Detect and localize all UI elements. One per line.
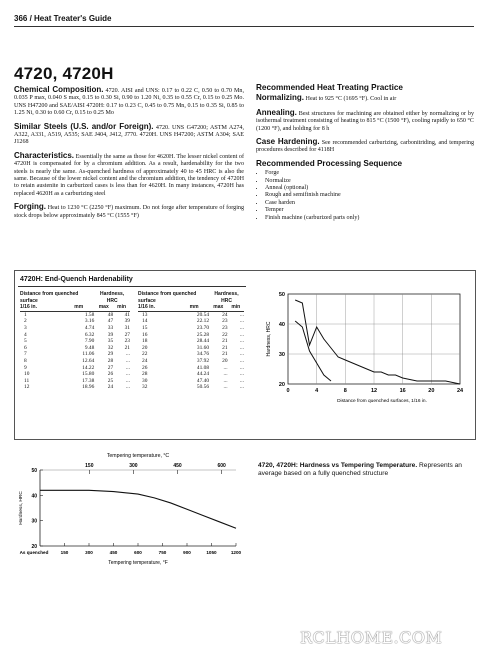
end-quench-chart — [258, 284, 472, 416]
table-cell: 26 — [142, 364, 148, 371]
table-cell: 21 — [222, 344, 228, 351]
hardenability-title: 4720H: End-Quench Hardenability — [20, 276, 133, 283]
table-cell: 21 — [222, 338, 228, 345]
char-heading: Characteristics. — [14, 150, 75, 160]
caption-text: Represents an average based on a fully quenched structure — [258, 462, 462, 478]
sequence-item: • Temper — [265, 207, 474, 214]
x-tick-label: 24 — [456, 388, 464, 394]
table-cell: ... — [239, 364, 244, 371]
heat-treating-title: Recommended Heat Treating Practice — [256, 83, 403, 92]
forging-text: Heat to 1230 °C (2250 °F) maximum. Do not forge after temperature of forging stock drops below approximately 845 °C (1555 °F) — [14, 205, 244, 219]
table-cell: 25.28 — [196, 331, 210, 338]
table-row — [20, 365, 130, 372]
table-cell: 20 — [142, 344, 148, 351]
top-tick-label: 150 — [85, 463, 94, 469]
table-row — [20, 332, 130, 339]
table-cell: 29 — [107, 351, 114, 358]
table-cell: 24 — [222, 311, 228, 318]
table-cell: 34.76 — [196, 351, 210, 358]
series-line-1 — [295, 321, 331, 381]
table-cell: 20.54 — [196, 311, 210, 318]
table-cell: 50.56 — [196, 384, 210, 391]
table-cell: ... — [239, 371, 244, 378]
table-cell: ... — [125, 371, 130, 378]
table-cell: 48 — [107, 311, 114, 318]
x-axis-label: Distance from quenched surfaces, 1/16 in. — [337, 399, 427, 404]
top-axis-title: Tempering temperature, °C — [106, 453, 170, 459]
table-cell: 27 — [107, 364, 114, 371]
col-max: max — [98, 304, 109, 311]
table-cell: 18 — [142, 338, 148, 345]
table-cell: 28 — [107, 357, 114, 364]
col-sixteenth: 1/16 in. — [20, 304, 37, 311]
table-cell: ... — [239, 377, 244, 384]
col-mm: mm — [189, 304, 199, 311]
x-tick-label: 0 — [286, 388, 290, 394]
table-cell: 9 — [24, 364, 27, 371]
table-row — [138, 384, 244, 391]
table-cell: 39 — [107, 331, 114, 338]
caption-bold: 4720, 4720H: Hardness vs Tempering Temperature. — [258, 462, 418, 469]
table-cell: 47.40 — [196, 377, 210, 384]
table-row — [20, 325, 130, 332]
table-cell: 15 — [142, 324, 148, 331]
y-tick-label: 50 — [31, 468, 37, 474]
table-cell: ... — [239, 357, 244, 364]
table-row — [138, 378, 244, 385]
x-tick-label: 750 — [158, 550, 167, 555]
forging — [14, 203, 244, 220]
table-cell: ... — [239, 324, 244, 331]
table-cell: 27 — [124, 331, 130, 338]
y-tick-label: 30 — [31, 518, 37, 525]
table-cell: ... — [125, 351, 130, 358]
table-cell: 5 — [24, 338, 27, 345]
table-cell: 23 — [222, 318, 228, 325]
table-row — [20, 345, 130, 352]
y-tick-label: 40 — [31, 493, 37, 500]
table-cell: 41 — [124, 311, 130, 318]
table-cell: 9.48 — [84, 344, 95, 351]
processing-sequence-list — [256, 170, 474, 222]
table-row — [138, 325, 244, 332]
table-cell: ... — [125, 377, 130, 384]
x-tick-label: 150 — [60, 550, 69, 555]
table-cell: 8 — [24, 357, 27, 364]
table-cell: 21 — [124, 344, 130, 351]
case-text: See recommended carburizing, carbonitriding, and tempering procedures described for 4118H — [256, 140, 474, 154]
table-cell: 44.24 — [196, 371, 210, 378]
normalizing — [256, 94, 474, 103]
table-cell: 16 — [142, 331, 148, 338]
table-cell: 22.12 — [196, 318, 210, 325]
y-axis-label: Hardness, HRC — [266, 321, 272, 357]
table-cell: 1.58 — [84, 311, 95, 318]
table-cell: 12.64 — [82, 357, 95, 364]
x-tick-label: 16 — [399, 388, 406, 394]
page-title: 4720, 4720H — [14, 64, 114, 83]
chemical-composition — [14, 86, 244, 118]
table-cell: 4.74 — [84, 324, 95, 331]
top-tick-label: 300 — [129, 463, 138, 469]
table-cell: 4 — [24, 331, 27, 338]
x-axis-label: Tempering temperature, °F — [108, 560, 168, 566]
table-cell: 11 — [24, 377, 30, 384]
hardenability-table-right — [138, 291, 244, 391]
table-cell: 33 — [107, 324, 114, 331]
sequence-item: • Rough and semifinish machine — [265, 192, 474, 199]
col-min: min — [117, 304, 127, 311]
header-rule — [14, 26, 474, 27]
table-cell: 3.16 — [84, 318, 95, 325]
norm-text: Heat to 925 °C (1695 °F). Cool in air — [305, 96, 397, 103]
left-column — [14, 86, 244, 225]
x-tick-label: 8 — [343, 388, 347, 394]
table-cell: 6 — [24, 344, 27, 351]
col-max: max — [213, 304, 224, 311]
tempering-caption — [258, 462, 474, 478]
y-tick-label: 40 — [278, 322, 285, 328]
table-cell: ... — [223, 364, 228, 371]
table-cell: 1 — [24, 311, 27, 318]
table-row — [138, 318, 244, 325]
table-cell: 23 — [222, 324, 228, 331]
table-cell: 32 — [107, 344, 114, 351]
table-cell: 23.70 — [196, 324, 210, 331]
table-cell: 37.92 — [196, 357, 210, 364]
col-distance: Distance from quenched surface — [138, 291, 197, 304]
top-tick-label: 450 — [173, 463, 182, 469]
y-axis-label: Hardness, HRC — [19, 491, 24, 525]
table-cell: 24 — [107, 384, 114, 391]
table-cell: 20 — [222, 357, 228, 364]
table-cell: 7 — [24, 351, 27, 358]
chem-heading: Chemical Composition. — [14, 85, 104, 94]
table-cell: ... — [239, 384, 244, 391]
table-row — [138, 338, 244, 345]
top-tick-label: 600 — [217, 463, 226, 469]
table-cell: 25 — [107, 377, 114, 384]
table-row — [138, 332, 244, 339]
table-cell: ... — [239, 338, 244, 345]
table-cell: ... — [125, 364, 130, 371]
similar-heading: Similar Steels (U.S. and/or Foreign). — [14, 121, 154, 131]
table-cell: 2 — [24, 318, 27, 325]
table-cell: ... — [223, 377, 228, 384]
watermark-text: RCLHOME.COM — [300, 628, 443, 647]
table-row — [20, 378, 130, 385]
chem-text: 4720. AISI and UNS: 0.17 to 0.22 C, 0.50 to 0.70 Mn, 0.035 P max, 0.040 S max, 0.15 to 0.30 Si, 0.90 to 1.20 Ni, 0.35 to 0.55 Cr, 0.15 to 0.25 Mo. UNS H47200 and SAE/AISI 4720H: 0.17 to 0.23 C, 0.45 to 0.75 Mn, 0.15 to 0.35 Si, 0.85 to 1.25 Ni, 0.30 to 0.60 Cr, 0.15 to 0.25 Mo — [14, 88, 244, 117]
table-cell: 22 — [142, 351, 148, 358]
x-tick-label: 900 — [183, 550, 191, 555]
table-cell: 10 — [24, 371, 30, 378]
x-tick-label: 20 — [428, 388, 435, 394]
char-text: Essentially the same as those for 4620H. The lesser nickel content of 4720H is compensated for by a chromium addition. As a result, hardenability for the two steels is nearly the same. As-quenched hardness of approximately 40 to 45 HRC is also the same. Because of the lower nickel content and the chromium addition, the tendency of 4720H to retain austenite in carburized cases is less than for 4620H. In many instances, 4720H has replaced 4620H as a carburizing steel — [14, 153, 245, 197]
series-line-0 — [40, 490, 236, 528]
x-tick-label: 1200 — [230, 550, 242, 555]
table-row — [138, 371, 244, 378]
table-cell: 39 — [124, 318, 130, 325]
table-cell: 14.22 — [82, 364, 95, 371]
table-cell: 47 — [107, 318, 114, 325]
x-tick-label: 450 — [109, 550, 118, 555]
y-tick-label: 30 — [278, 352, 285, 358]
table-cell: ... — [223, 384, 228, 391]
table-row — [138, 351, 244, 358]
table-cell: 26 — [107, 371, 114, 378]
col-hardness: Hardness, HRC — [214, 291, 239, 304]
table-row — [20, 371, 130, 378]
table-cell: ... — [239, 351, 244, 358]
table-row — [20, 351, 130, 358]
right-column — [256, 84, 474, 222]
table-cell: 31 — [124, 324, 130, 331]
table-cell: 6.32 — [84, 331, 95, 338]
y-tick-label: 50 — [278, 292, 285, 298]
table-cell: ... — [125, 384, 130, 391]
table-row — [138, 365, 244, 372]
col-distance: Distance from quenched surface — [20, 291, 79, 304]
hardenability-title-rule — [18, 286, 246, 287]
table-cell: ... — [239, 318, 244, 325]
table-cell: 7.90 — [84, 338, 95, 345]
norm-heading: Normalizing. — [256, 93, 305, 103]
table-cell: ... — [239, 344, 244, 351]
table-cell: 3 — [24, 324, 27, 331]
table-cell: 31.60 — [196, 344, 210, 351]
similar-text: 4720. UNS G47200; ASTM A274, A322, A331, A519, A535; SAE J404, J412, J770. 4720H. UNS H47200; ASTM A304; SAE J1268 — [14, 124, 244, 146]
table-cell: 17.38 — [82, 377, 95, 384]
table-cell: 12 — [24, 384, 30, 391]
col-mm: mm — [74, 304, 84, 311]
table-row — [20, 358, 130, 365]
table-cell: 22 — [222, 331, 228, 338]
table-row — [138, 311, 244, 318]
case-heading: Case Hardening. — [256, 137, 320, 147]
table-cell: 23 — [124, 338, 130, 345]
tempering-chart — [14, 450, 244, 566]
similar-steels — [14, 123, 244, 147]
col-min: min — [231, 304, 241, 311]
table-row — [138, 345, 244, 352]
x-tick-label: 300 — [85, 550, 93, 555]
anneal-text: Best structures for machining are obtained either by normalizing or by isothermal treatment consisting of heating to 815 °C (1500 °F), cooling rapidly to 650 °C (1200 °F), and holding for 8 h — [256, 110, 474, 132]
sequence-item: • Finish machine (carburized parts only) — [265, 215, 474, 222]
x-tick-label: 12 — [370, 388, 378, 394]
sequence-item: • Anneal (optional) — [265, 185, 474, 192]
table-row — [20, 318, 130, 325]
table-row — [20, 384, 130, 391]
table-cell: 28.44 — [196, 338, 210, 345]
processing-sequence-title: Recommended Processing Sequence — [256, 158, 403, 168]
table-cell: 32 — [142, 384, 148, 391]
table-cell: ... — [223, 371, 228, 378]
y-tick-label: 20 — [278, 382, 285, 388]
table-cell: 11.06 — [82, 351, 95, 358]
table-cell: 35 — [107, 338, 114, 345]
sequence-item: • Forge — [265, 170, 474, 177]
x-tick-label: As quenched — [19, 550, 49, 555]
table-cell: 18.96 — [82, 384, 95, 391]
table-cell: ... — [125, 357, 130, 364]
table-cell: 14 — [142, 318, 148, 325]
table-cell: 41.08 — [196, 364, 210, 371]
table-body-right — [138, 311, 244, 391]
table-cell: 21 — [222, 351, 228, 358]
case-hardening — [256, 138, 474, 155]
sequence-item: • Case harden — [265, 200, 474, 207]
table-body-left — [20, 311, 130, 391]
series-line-0 — [295, 300, 460, 384]
sequence-item: • Normalize — [265, 178, 474, 185]
annealing — [256, 109, 474, 133]
col-hardness: Hardness, HRC — [100, 291, 125, 304]
table-cell: 24 — [142, 357, 148, 364]
col-sixteenth: 1/16 in. — [138, 304, 155, 311]
table-cell: ... — [239, 311, 244, 318]
table-cell: 15.80 — [82, 371, 95, 378]
table-row — [20, 311, 130, 318]
characteristics — [14, 152, 244, 198]
forging-heading: Forging. — [14, 202, 46, 212]
y-tick-label: 20 — [31, 544, 37, 550]
table-row — [138, 358, 244, 365]
x-tick-label: 4 — [315, 388, 319, 394]
x-tick-label: 600 — [134, 550, 142, 555]
table-cell: 13 — [142, 311, 148, 318]
table-cell: 28 — [142, 371, 148, 378]
page-header: 366 / Heat Treater's Guide — [14, 14, 112, 23]
table-cell: ... — [239, 331, 244, 338]
x-tick-label: 1050 — [206, 550, 217, 555]
anneal-heading: Annealing. — [256, 107, 297, 117]
hardenability-table-left — [20, 291, 130, 391]
table-row — [20, 338, 130, 345]
table-cell: 30 — [142, 377, 148, 384]
